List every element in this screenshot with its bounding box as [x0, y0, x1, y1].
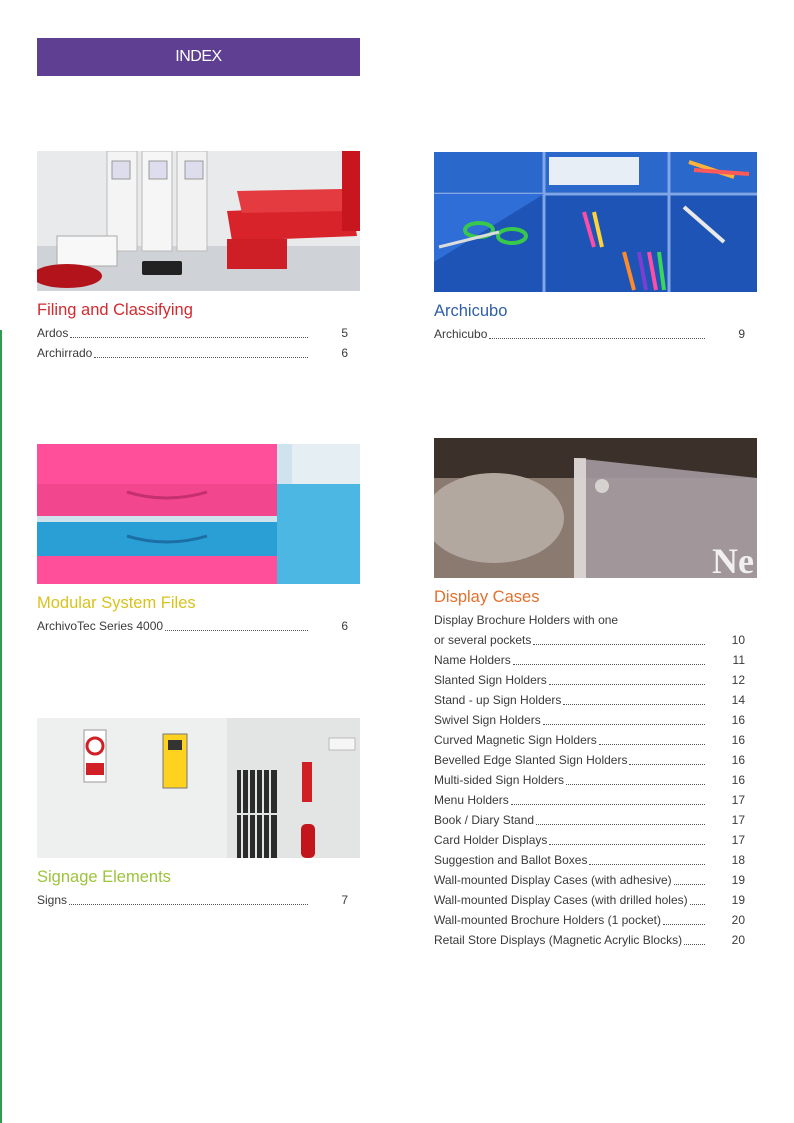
toc-dot-leader [94, 357, 308, 358]
toc-entry[interactable] [434, 730, 757, 750]
toc-entry-page: 16 [731, 753, 745, 767]
toc-entry-page: 16 [731, 773, 745, 787]
toc-entry-page: 5 [341, 326, 348, 340]
signage-title: Signage Elements [37, 868, 171, 886]
modular-entries [37, 616, 377, 636]
toc-entry-name: Wall-mounted Display Cases (with drilled holes) [434, 893, 688, 907]
index-title: INDEX [175, 48, 222, 65]
toc-dot-leader [629, 764, 705, 765]
toc-entry-page: 19 [731, 873, 745, 887]
toc-entry[interactable] [37, 323, 360, 343]
toc-dot-leader [533, 644, 705, 645]
toc-entry[interactable] [434, 850, 757, 870]
section-filing [37, 151, 377, 363]
toc-entry-name: Card Holder Displays [434, 833, 548, 847]
toc-dot-leader [549, 684, 705, 685]
modular-title: Modular System Files [37, 594, 196, 612]
toc-entry[interactable] [434, 630, 757, 650]
modular-photo [37, 444, 360, 584]
toc-dot-leader [536, 824, 705, 825]
toc-entry[interactable] [434, 710, 757, 730]
toc-entry-page: 12 [731, 673, 745, 687]
toc-entry-page: 7 [341, 893, 348, 907]
toc-dot-leader [69, 904, 308, 905]
toc-dot-leader [70, 337, 308, 338]
toc-entry-name: Stand - up Sign Holders [434, 693, 562, 707]
toc-entry[interactable] [434, 324, 757, 344]
toc-dot-leader [690, 904, 705, 905]
display-photo [434, 438, 757, 578]
toc-entry[interactable] [434, 690, 757, 710]
display-photo-text: Ne [712, 541, 754, 578]
toc-entry[interactable] [434, 890, 757, 910]
toc-entry-name: Wall-mounted Brochure Holders (1 pocket) [434, 913, 661, 927]
display-entries [434, 610, 774, 950]
toc-entry-page: 11 [732, 653, 745, 667]
toc-dot-leader [563, 704, 705, 705]
toc-entry[interactable] [434, 810, 757, 830]
toc-entry-name: Menu Holders [434, 793, 509, 807]
section-archicubo [434, 152, 774, 344]
filing-title: Filing and Classifying [37, 301, 193, 319]
section-modular [37, 444, 377, 636]
toc-entry-page: 16 [731, 713, 745, 727]
toc-entry-name: Name Holders [434, 653, 511, 667]
toc-entry-page: 9 [738, 327, 745, 341]
toc-entry-name: Swivel Sign Holders [434, 713, 541, 727]
toc-entry-name: ArchivoTec Series 4000 [37, 619, 164, 633]
toc-entry-name: Suggestion and Ballot Boxes [434, 853, 588, 867]
archicubo-title: Archicubo [434, 302, 508, 320]
toc-entry[interactable] [434, 910, 757, 930]
toc-entry[interactable] [37, 343, 360, 363]
toc-entry[interactable] [434, 750, 757, 770]
toc-entry-name: Display Brochure Holders with one [434, 613, 619, 627]
toc-entry[interactable] [434, 790, 757, 810]
section-signage [37, 718, 377, 910]
toc-entry[interactable] [434, 650, 757, 670]
toc-entry-name: Archirrado [37, 346, 93, 360]
toc-entry[interactable] [434, 770, 757, 790]
toc-entry-name: Ardos [37, 326, 69, 340]
toc-dot-leader [489, 338, 705, 339]
toc-entry[interactable] [434, 610, 757, 630]
toc-entry[interactable] [434, 830, 757, 850]
toc-entry-page: 20 [731, 913, 745, 927]
section-display [434, 438, 774, 950]
toc-entry-page: 14 [731, 693, 745, 707]
toc-entry[interactable] [37, 890, 360, 910]
toc-entry-page: 16 [731, 733, 745, 747]
toc-entry-name: Bevelled Edge Slanted Sign Holders [434, 753, 628, 767]
filing-entries [37, 323, 377, 363]
toc-dot-leader [165, 630, 308, 631]
signage-entries [37, 890, 377, 910]
toc-entry-page: 10 [731, 633, 745, 647]
toc-entry-name: Wall-mounted Display Cases (with adhesive) [434, 873, 672, 887]
toc-dot-leader [513, 664, 705, 665]
toc-entry-page: 20 [731, 933, 745, 947]
toc-entry-page: 17 [731, 813, 745, 827]
toc-dot-leader [599, 744, 705, 745]
toc-entry-page: 6 [341, 346, 348, 360]
toc-dot-leader [674, 884, 705, 885]
toc-dot-leader [663, 924, 705, 925]
toc-entry[interactable] [434, 930, 757, 950]
toc-dot-leader [684, 944, 705, 945]
toc-entry-name: or several pockets [434, 633, 532, 647]
toc-entry-page: 18 [731, 853, 745, 867]
toc-entry-name: Curved Magnetic Sign Holders [434, 733, 597, 747]
toc-dot-leader [566, 784, 705, 785]
toc-entry[interactable] [434, 670, 757, 690]
toc-entry-page: 6 [341, 619, 348, 633]
display-title: Display Cases [434, 588, 540, 606]
toc-dot-leader [543, 724, 705, 725]
archicubo-photo [434, 152, 757, 292]
signage-photo [37, 718, 360, 858]
toc-entry-name: Book / Diary Stand [434, 813, 535, 827]
toc-entry-name: Multi-sided Sign Holders [434, 773, 565, 787]
toc-entry-name: Signs [37, 893, 68, 907]
index-banner [37, 38, 360, 76]
toc-dot-leader [511, 804, 705, 805]
toc-entry-name: Retail Store Displays (Magnetic Acrylic Blocks) [434, 933, 683, 947]
toc-entry-name: Slanted Sign Holders [434, 673, 547, 687]
toc-dot-leader [549, 844, 705, 845]
toc-entry-page: 19 [731, 893, 745, 907]
toc-entry-name: Archicubo [434, 327, 488, 341]
toc-entry[interactable] [434, 870, 757, 890]
toc-entry[interactable] [37, 616, 360, 636]
toc-entry-page: 17 [731, 833, 745, 847]
filing-photo [37, 151, 360, 291]
archicubo-entries [434, 324, 774, 344]
left-margin-rule [0, 330, 2, 1123]
toc-dot-leader [589, 864, 705, 865]
toc-entry-page: 17 [731, 793, 745, 807]
